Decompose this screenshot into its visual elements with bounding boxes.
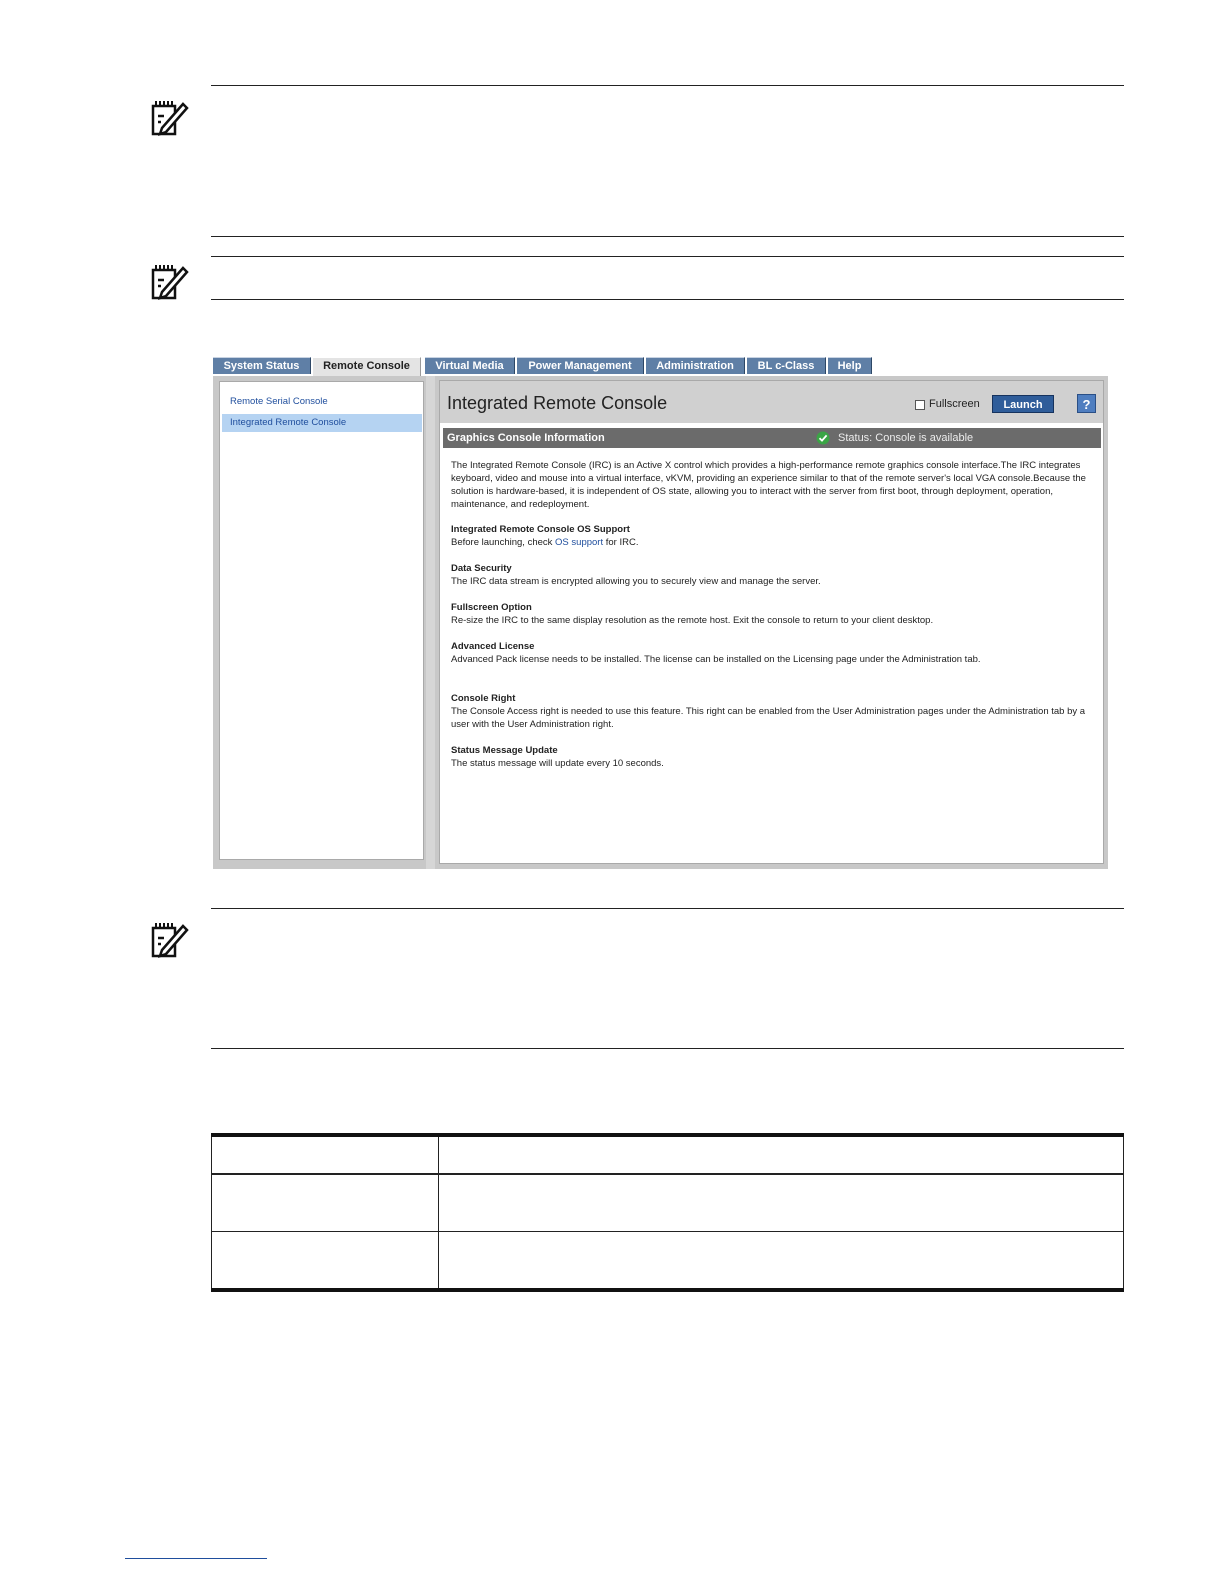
section-data-security bbox=[451, 562, 1097, 588]
tab-administration[interactable]: Administration bbox=[646, 357, 745, 374]
footer-link-underline[interactable] bbox=[125, 1558, 267, 1559]
panel-header bbox=[440, 381, 1103, 423]
table-cell bbox=[439, 1174, 1124, 1232]
table-cell bbox=[439, 1232, 1124, 1291]
sidebar-item-remote-serial-console[interactable]: Remote Serial Console bbox=[230, 396, 328, 407]
main-panel bbox=[439, 380, 1104, 864]
section-os-support bbox=[451, 523, 1097, 549]
table-row bbox=[212, 1174, 1124, 1232]
tab-remote-console[interactable]: Remote Console bbox=[313, 357, 421, 376]
pane-splitter[interactable] bbox=[426, 376, 435, 869]
section-text: The Console Access right is needed to use this feature. This right can be enabled from the User Administration pages under the Administration tab by a user with the User Administration right. bbox=[451, 706, 1086, 730]
sidebar-item-integrated-remote-console[interactable]: Integrated Remote Console bbox=[222, 414, 422, 432]
section-title: Status Message Update bbox=[451, 745, 558, 756]
fullscreen-label: Fullscreen bbox=[929, 398, 980, 410]
section-title: Integrated Remote Console OS Support bbox=[451, 524, 630, 535]
info-bar bbox=[443, 428, 1101, 448]
section-title: Fullscreen Option bbox=[451, 602, 532, 613]
table-row bbox=[212, 1232, 1124, 1291]
note-2-top-rule bbox=[211, 256, 1124, 257]
help-button[interactable]: ? bbox=[1077, 394, 1096, 413]
top-rule-1 bbox=[211, 85, 1124, 86]
section-text-part: for IRC. bbox=[603, 537, 639, 548]
note-icon bbox=[150, 262, 190, 302]
table-cell bbox=[439, 1135, 1124, 1174]
section-console-right bbox=[451, 692, 1097, 731]
table-cell bbox=[212, 1232, 439, 1291]
table-cell bbox=[212, 1135, 439, 1174]
fullscreen-checkbox[interactable] bbox=[915, 400, 925, 410]
page-title: Integrated Remote Console bbox=[447, 393, 668, 413]
section-text: Advanced Pack license needs to be installed. The license can be installed on the Licensing page under the Administration tab. bbox=[451, 654, 981, 665]
tab-power-management[interactable]: Power Management bbox=[517, 357, 644, 374]
section-advanced-license bbox=[451, 640, 1097, 666]
section-title: Data Security bbox=[451, 563, 512, 574]
section-text: The IRC data stream is encrypted allowing you to securely view and manage the server. bbox=[451, 576, 821, 587]
note-1-bottom-rule bbox=[211, 236, 1124, 237]
check-circle-icon bbox=[816, 431, 830, 445]
section-status-message-update bbox=[451, 744, 1097, 770]
document-table bbox=[211, 1133, 1124, 1292]
tab-help[interactable]: Help bbox=[828, 357, 872, 374]
note-icon bbox=[150, 98, 190, 138]
tab-system-status[interactable]: System Status bbox=[213, 357, 311, 374]
note-2-bottom-rule bbox=[211, 299, 1124, 300]
sidebar bbox=[219, 381, 424, 860]
note-3-bottom-rule bbox=[211, 1048, 1124, 1049]
section-text: Re-size the IRC to the same display resolution as the remote host. Exit the console to return to your client desktop. bbox=[451, 615, 934, 626]
info-bar-title: Graphics Console Information bbox=[447, 432, 605, 444]
table-header-row bbox=[212, 1135, 1124, 1174]
section-text-part: Before launching, check bbox=[451, 537, 556, 548]
launch-button[interactable]: Launch bbox=[992, 395, 1054, 413]
section-text bbox=[451, 536, 1097, 549]
os-support-link[interactable]: OS support bbox=[555, 537, 604, 548]
tab-virtual-media[interactable]: Virtual Media bbox=[425, 357, 515, 374]
section-fullscreen-option bbox=[451, 601, 1097, 627]
note-icon bbox=[150, 920, 190, 960]
note-3-top-rule bbox=[211, 908, 1124, 909]
section-title: Advanced License bbox=[451, 641, 535, 652]
tab-bl-c-class[interactable]: BL c-Class bbox=[747, 357, 826, 374]
section-title: Console Right bbox=[451, 693, 516, 704]
table-cell bbox=[212, 1174, 439, 1232]
console-frame bbox=[213, 376, 1108, 869]
intro-text: The Integrated Remote Console (IRC) is an Active X control which provides a high-performance remote graphics console interface.The IRC integrates keyboard, video and mouse into a virtual interface, vKVM, providing an experience similar to that of the remote server's local VGA console.Because the solution is hardware-based, it is independent of OS state, allowing you to interact with the server from first boot, through deployment, operation, maintenance, and redeployment. bbox=[451, 460, 1086, 510]
section-text: The status message will update every 10 seconds. bbox=[451, 758, 664, 769]
status-text: Status: Console is available bbox=[838, 432, 974, 444]
